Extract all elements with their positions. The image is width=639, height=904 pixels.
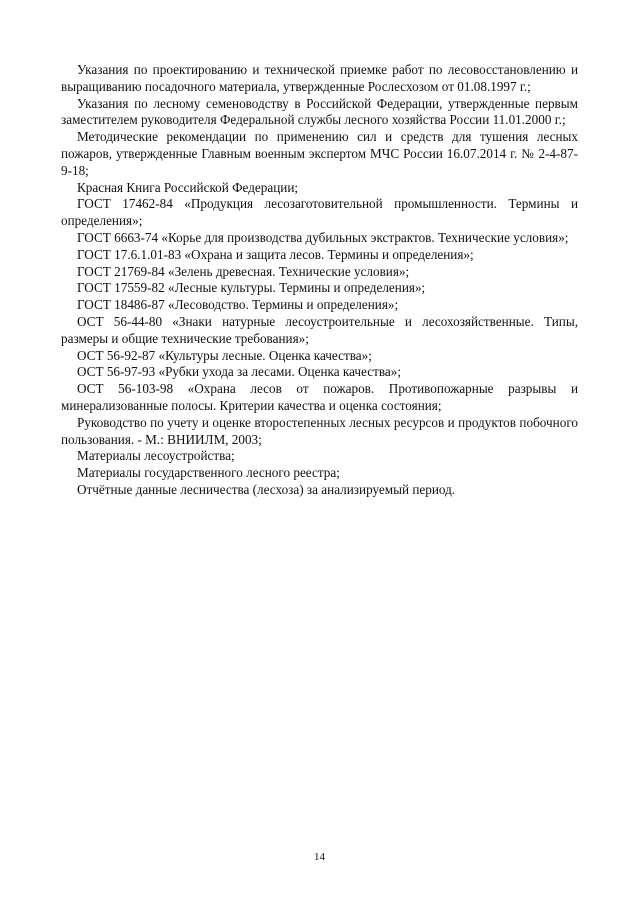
- document-body: [61, 62, 578, 499]
- paragraph-fire-recommendations: Методические рекомендации по применению сил и средств для тушения лесных пожаров, утвержденные Главным военным экспертом МЧС России 16.07.2014 г. № 2-4-87-9-18;: [61, 129, 578, 178]
- paragraph-ost-56-44-80: ОСТ 56-44-80 «Знаки натурные лесоустроительные и лесохозяйственные. Типы, размеры и общие технические требования»;: [61, 313, 578, 346]
- paragraph-forest-management-materials: Материалы лесоустройства;: [77, 448, 235, 464]
- paragraph-gost-21769: ГОСТ 21769-84 «Зелень древесная. Технические условия»;: [77, 263, 410, 279]
- paragraph-red-book: Красная Книга Российской Федерации;: [77, 179, 299, 195]
- paragraph-gost-6663: ГОСТ 6663-74 «Корье для производства дубильных экстрактов. Технические условия»;: [77, 229, 569, 245]
- paragraph-gost-17462: ГОСТ 17462-84 «Продукция лесозаготовительной промышленности. Термины и определения»;: [61, 196, 578, 229]
- paragraph-forest-registry-materials: Материалы государственного лесного реестра;: [77, 465, 340, 481]
- paragraph-gost-17-6-1-01: ГОСТ 17.6.1.01-83 «Охрана и защита лесов. Термины и определения»;: [77, 246, 474, 262]
- paragraph-secondary-resources-guide: Руководство по учету и оценке второстепенных лесных ресурсов и продуктов побочного пользования. - М.: ВНИИЛМ, 2003;: [61, 414, 578, 447]
- page-number: 14: [314, 851, 325, 863]
- paragraph-gost-17559: ГОСТ 17559-82 «Лесные культуры. Термины и определения»;: [77, 280, 426, 296]
- paragraph-forest-restoration-guidelines: Указания по проектированию и технической приемке работ по лесовосстановлению и выращиванию посадочного материала, утвержденные Рослесхозом от 01.08.1997 г.;: [61, 62, 578, 94]
- paragraph-forestry-report-data: Отчётные данные лесничества (лесхоза) за анализируемый период.: [77, 481, 456, 497]
- paragraph-ost-56-103-98: ОСТ 56-103-98 «Охрана лесов от пожаров. Противопожарные разрывы и минерализованные полосы. Критерии качества и оценка состояния;: [61, 381, 578, 413]
- paragraph-ost-56-92-87: ОСТ 56-92-87 «Культуры лесные. Оценка качества»;: [77, 347, 372, 363]
- paragraph-seed-guidelines: Указания по лесному семеноводству в Российской Федерации, утвержденные первым заместителем руководителя Федеральной службы лесного хозяйства России 11.01.2000 г.;: [61, 95, 578, 128]
- paragraph-gost-18486: ГОСТ 18486-87 «Лесоводство. Термины и определения»;: [77, 297, 399, 313]
- paragraph-ost-56-97-93: ОСТ 56-97-93 «Рубки ухода за лесами. Оценка качества»;: [77, 364, 402, 380]
